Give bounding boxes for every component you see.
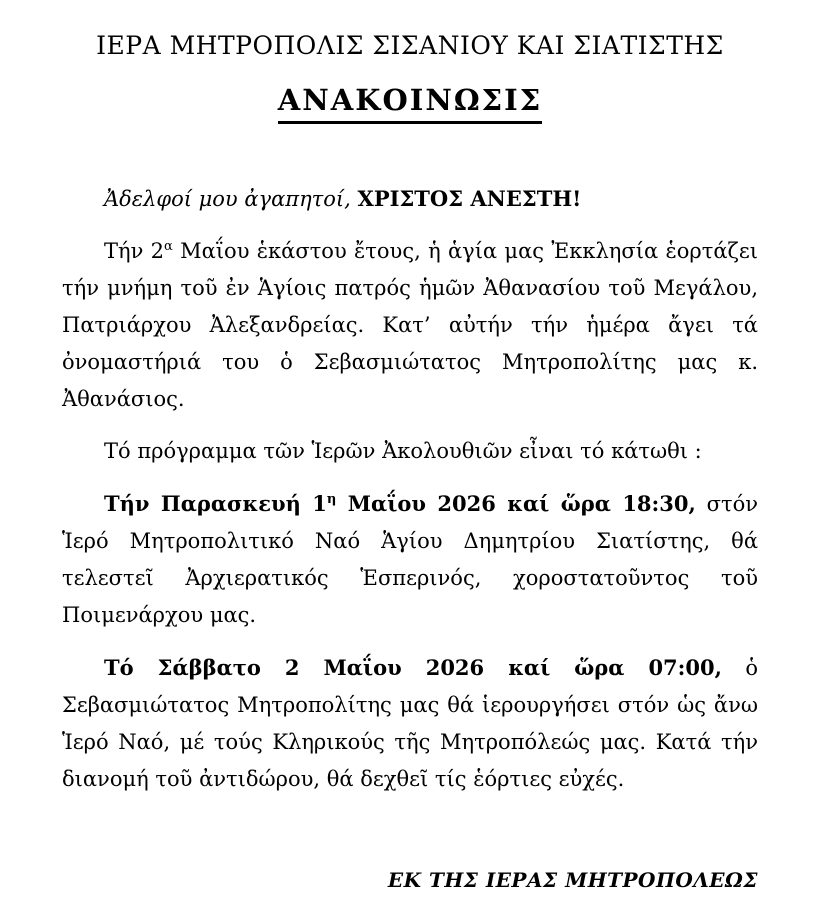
greeting-italic-text: Ἀδελφοί μου ἀγαπητοί, bbox=[104, 187, 358, 212]
signature-line: ΕΚ ΤΗΣ ΙΕΡΑΣ ΜΗΤΡΟΠΟΛΕΩΣ bbox=[387, 868, 758, 893]
program-intro-text: Τό πρόγραμμα τῶν Ἱερῶν Ἀκολουθιῶν εἶναι τό κάτωθι : bbox=[104, 439, 702, 464]
saturday-service-details: ὁ Σεβασμιώτατος Μητροπολίτης μας θά ἱερουργήσει στόν ὡς ἄνω Ἱερό Ναό, μέ τούς Κληρικούς τῆς Μητροπόλεώς μας. Κατά τήν διανομή τοῦ ἀντιδώρου, θά δεχθεῖ τίς ἑόρτιες εὐχές. bbox=[62, 656, 758, 792]
friday-service-details: στόν Ἱερό Μητροπολιτικό Ναό Ἁγίου Δημητρίου Σιατίστης, θά τελεστεῖ Ἀρχιερατικός Ἑσπερινός, χοροστατοῦντος τοῦ Ποιμενάρχου μας. bbox=[62, 492, 759, 628]
feast-text-after-superscript: Μαΐου ἑκάστου ἔτους, ἡ ἁγία μας Ἐκκλησία ἑορτάζει τήν μνήμη τοῦ ἐν Ἁγίοις πατρός ἡμῶν Ἀθανασίου τοῦ Μεγάλου, Πατριάρχου Ἀλεξανδρείας. Κατ’ αὐτήν τήν ἡμέρα ἄγει τά ὀνομαστήριά του ὁ Σεβασμιώτατος Μητροπολίτης μας κ. Ἀθανάσιος. bbox=[62, 239, 758, 412]
announcement-heading-text: ΑΝΑΚΟΙΝΩΣΙΣ bbox=[278, 83, 542, 124]
document-header bbox=[62, 30, 758, 124]
announcement-heading bbox=[62, 83, 758, 124]
friday-date-before-superscript: Τήν Παρασκευή 1 bbox=[104, 491, 327, 517]
friday-date-superscript: η bbox=[326, 492, 337, 508]
greeting-paragraph bbox=[62, 180, 758, 218]
friday-date-after-superscript: Μαΐου 2026 καί ὥρα 18:30, bbox=[336, 491, 696, 517]
saturday-service-paragraph bbox=[62, 649, 758, 798]
document-footer bbox=[62, 866, 758, 895]
program-intro-paragraph bbox=[62, 433, 758, 470]
feast-paragraph bbox=[62, 233, 758, 418]
feast-date-superscript: α bbox=[164, 239, 173, 255]
saturday-date-text: Τό Σάββατο 2 Μαΐου 2026 καί ὥρα 07:00, bbox=[104, 655, 722, 681]
feast-text-before-superscript: Τήν 2 bbox=[104, 239, 165, 264]
metropolis-title: ΙΕΡΑ ΜΗΤΡΟΠΟΛΙΣ ΣΙΣΑΝΙΟΥ ΚΑΙ ΣΙΑΤΙΣΤΗΣ bbox=[96, 31, 724, 60]
document-body bbox=[62, 180, 758, 798]
friday-service-paragraph bbox=[62, 485, 758, 634]
christos-anesti-text: ΧΡΙΣΤΟΣ ΑΝΕΣΤΗ! bbox=[357, 186, 582, 212]
